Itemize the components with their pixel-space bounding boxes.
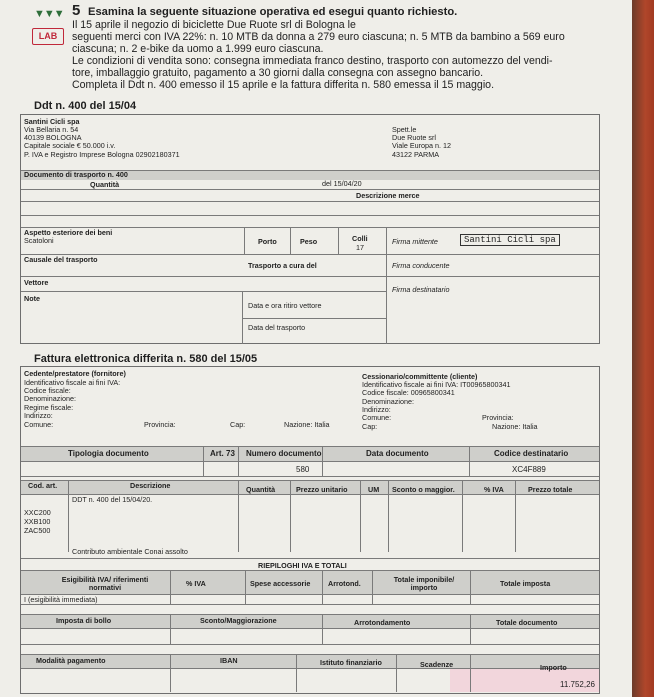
ddt-aspect-value: Scatoloni <box>24 236 54 245</box>
buyer-name-label: Denominazione: <box>362 397 414 406</box>
article-code-2: XXB100 <box>24 517 51 526</box>
exercise-number: 5 <box>72 2 81 19</box>
page-edge-background <box>632 0 654 697</box>
line-um-header: UM <box>368 485 380 494</box>
payment-amount-value: 11.752,26 <box>560 680 595 689</box>
seller-address-label: Indirizzo: <box>24 411 53 420</box>
buyer-nation-label: Nazione: Italia <box>492 422 538 431</box>
ddt-notes-label: Note <box>24 294 40 303</box>
doc-date-header: Data documento <box>366 449 429 458</box>
ddt-transport-by-label: Trasporto a cura del <box>248 261 317 270</box>
line-ddt-reference: DDT n. 400 del 15/04/20. <box>72 495 153 504</box>
summary-rounding-header: Arrotond. <box>328 579 361 588</box>
summary-taxable-header: Totale imponibile/ importo <box>393 575 455 592</box>
line-conai-note: Contributo ambientale Conai assolto <box>72 547 188 556</box>
ddt-sender-address: Via Bellaria n. 54 <box>24 125 79 134</box>
discount-header: Sconto/Maggiorazione <box>200 616 277 625</box>
seller-title: Cedente/prestatore (fornitore) <box>24 369 126 378</box>
line-description-header: Descrizione <box>130 481 171 490</box>
summary-exigibility-header: Esigibilità IVA/ riferimenti normativi <box>61 575 149 592</box>
seller-nation-label: Nazione: Italia <box>284 420 330 429</box>
lab-badge: LAB <box>32 28 64 45</box>
ddt-sender-capital: Capitale sociale € 50.000 i.v. <box>24 141 116 150</box>
ddt-recipient-address: Viale Europa n. 12 <box>392 141 452 150</box>
ddt-port-label: Porto <box>258 237 277 246</box>
ddt-cause-label: Causale del trasporto <box>24 255 98 264</box>
exercise-line-3: ciascuna; n. 2 e-bike da uomo a 1.999 euro ciascuna. <box>72 43 324 55</box>
article-code-1: XXC200 <box>24 508 51 517</box>
payment-method-header: Modalità pagamento <box>36 656 106 665</box>
buyer-province-label: Provincia: <box>482 413 514 422</box>
bank-header: Istituto finanziario <box>320 658 382 667</box>
line-total-header: Prezzo totale <box>528 485 573 494</box>
ddt-transport-date-label: Data del trasporto <box>248 323 306 332</box>
ddt-pickup-label: Data e ora ritiro vettore <box>248 301 322 310</box>
line-code-header: Cod. art. <box>28 481 58 490</box>
stamp-duty-header: Imposta di bollo <box>56 616 112 625</box>
ddt-sender-signature-stamp: Santini Cicli spa <box>460 234 560 246</box>
ddt-packages-label: Colli <box>352 234 368 243</box>
ddt-sender-vat: P. IVA e Registro Imprese Bologna 02902180371 <box>24 150 180 159</box>
seller-city-label: Comune: <box>24 420 54 429</box>
summary-tax-header: Totale imposta <box>500 579 551 588</box>
difficulty-icons: ▼▼▼ <box>34 8 64 20</box>
seller-vat-label: Identificativo fiscale ai fini IVA: <box>24 378 121 387</box>
ddt-recipient-signature-label: Firma destinatario <box>392 285 450 294</box>
buyer-city-label: Comune: <box>362 413 392 422</box>
summary-accessory-header: Spese accessorie <box>250 579 311 588</box>
exercise-line-6: Completa il Ddt n. 400 emesso il 15 aprile e la fattura differita n. 580 emessa il 15 maggio. <box>72 79 495 91</box>
ddt-quantity-header: Quantità <box>90 180 120 189</box>
ddt-carrier-label: Vettore <box>24 278 49 287</box>
doc-number-header: Numero documento <box>246 449 322 458</box>
exercise-line-2: seguenti merci con IVA 22%: n. 10 MTB da donna a 279 euro ciascuna; n. 5 MTB da bambino a 569 euro <box>72 31 565 43</box>
line-discount-header: Sconto o maggior. <box>392 485 455 494</box>
buyer-title: Cessionario/committente (cliente) <box>362 372 478 381</box>
summary-first-row-label: I (esigibilità immediata) <box>24 595 98 604</box>
buyer-vat-label: Identificativo fiscale ai fini IVA: IT00965800341 <box>362 380 511 389</box>
doc-art73-header: Art. 73 <box>210 449 235 458</box>
ddt-heading: Ddt n. 400 del 15/04 <box>34 100 137 112</box>
ddt-sender-city: 40139 BOLOGNA <box>24 133 82 142</box>
invoice-heading: Fattura elettronica differita n. 580 del 15/05 <box>34 353 258 365</box>
seller-province-label: Provincia: <box>144 420 176 429</box>
ddt-driver-signature-label: Firma conducente <box>392 261 450 270</box>
ddt-sender-name: Santini Cicli spa <box>24 117 80 126</box>
doc-number-value: 580 <box>296 465 310 474</box>
seller-tax-code-label: Codice fiscale: <box>24 386 71 395</box>
exercise-line-5: tore, imballaggio gratuito, pagamento a 30 giorni dalla consegna con assegno bancario. <box>72 67 484 79</box>
buyer-address-label: Indirizzo: <box>362 405 391 414</box>
ddt-sender-signature-label: Firma mittente <box>392 237 438 246</box>
ddt-recipient-name: Due Ruote srl <box>392 133 436 142</box>
ddt-aspect-label: Aspetto esteriore dei beni <box>24 228 113 237</box>
buyer-tax-code-label: Codice fiscale: 00965800341 <box>362 388 455 397</box>
seller-cap-label: Cap: <box>230 420 246 429</box>
doc-recipient-code-value: XC4F889 <box>512 465 546 474</box>
line-unit-price-header: Prezzo unitario <box>296 485 348 494</box>
buyer-cap-label: Cap: <box>362 422 378 431</box>
ddt-description-header: Descrizione merce <box>356 191 420 200</box>
due-dates-header: Scadenze <box>420 660 454 669</box>
ddt-doc-label: Documento di trasporto n. 400 <box>24 170 128 179</box>
doc-type-header: Tipologia documento <box>68 449 149 458</box>
exercise-title: Esamina la seguente situazione operativa ed esegui quanto richiesto. <box>88 6 458 18</box>
ddt-doc-date: del 15/04/20 <box>322 179 362 188</box>
seller-regime-label: Regime fiscale: <box>24 403 74 412</box>
ddt-recipient-city: 43122 PARMA <box>392 150 440 159</box>
doc-recipient-code-header: Codice destinatario <box>494 449 569 458</box>
ddt-weight-label: Peso <box>300 237 318 246</box>
ddt-packages-value: 17 <box>356 243 364 252</box>
rounding-header: Arrotondamento <box>354 618 411 627</box>
exercise-line-4: Le condizioni di vendita sono: consegna immediata franco destino, trasporto con automezzo del vendi- <box>72 55 553 67</box>
document-total-header: Totale documento <box>496 618 558 627</box>
ddt-recipient-greeting: Spett.le <box>392 125 417 134</box>
line-vat-header: % IVA <box>484 485 504 494</box>
seller-name-label: Denominazione: <box>24 394 76 403</box>
amount-header: Importo <box>540 663 567 672</box>
article-code-3: ZAC500 <box>24 526 51 535</box>
exercise-line-1: Il 15 aprile il negozio di biciclette Due Ruote srl di Bologna le <box>72 19 356 31</box>
line-quantity-header: Quantità <box>246 485 276 494</box>
summary-vat-header: % IVA <box>186 579 206 588</box>
summary-title: RIEPILOGHI IVA E TOTALI <box>258 561 347 570</box>
iban-header: IBAN <box>220 656 238 665</box>
